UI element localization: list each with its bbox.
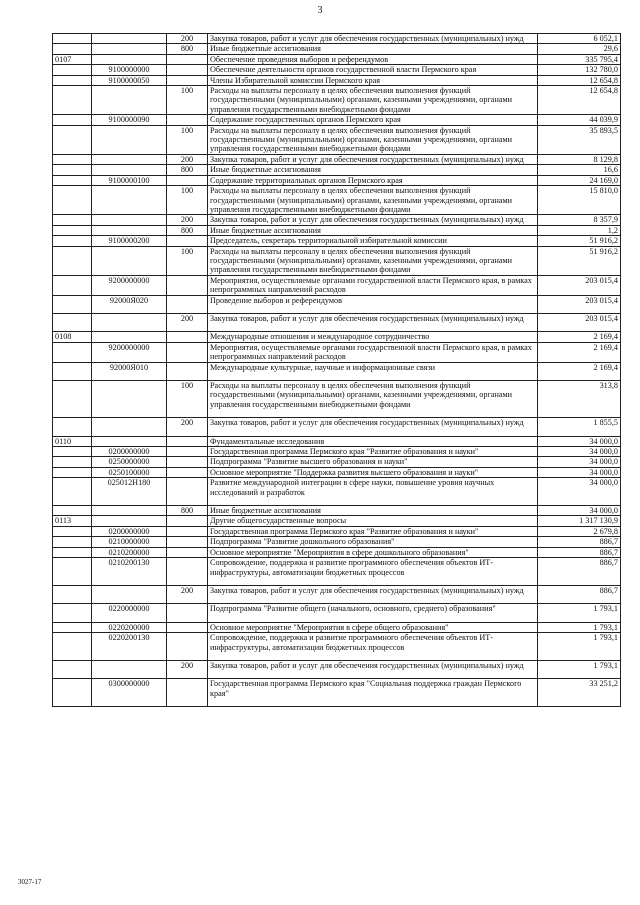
- table-row: [53, 558, 621, 586]
- expense-type-cell: 800: [167, 225, 208, 235]
- section-code-cell: [53, 75, 92, 85]
- article-code-cell: 0210000000: [92, 537, 167, 547]
- table-row: [53, 86, 621, 115]
- item-name-cell: Закупка товаров, работ и услуг для обеспечения государственных (муниципальных) нужд: [208, 418, 538, 436]
- amount-cell: 1 317 130,9: [538, 516, 621, 526]
- expense-type-cell: 200: [167, 215, 208, 225]
- expense-type-cell: [167, 679, 208, 707]
- expense-type-cell: [167, 362, 208, 380]
- amount-cell: 886,7: [538, 558, 621, 586]
- section-code-cell: [53, 467, 92, 477]
- item-name-cell: Расходы на выплаты персоналу в целях обеспечения выполнения функций государственными (муниципальными) органами, казенными учреждениями, органами управления государственными внебюджетными фондами: [208, 186, 538, 215]
- expense-type-cell: 800: [167, 44, 208, 54]
- article-code-cell: [92, 125, 167, 154]
- article-code-cell: 9100000000: [92, 65, 167, 75]
- table-row: [53, 362, 621, 380]
- table-row: [53, 186, 621, 215]
- amount-cell: 15 810,0: [538, 186, 621, 215]
- article-code-cell: [92, 34, 167, 44]
- table-row: [53, 467, 621, 477]
- section-code-cell: [53, 275, 92, 295]
- expense-type-cell: [167, 236, 208, 246]
- item-name-cell: Члены Избирательной комиссии Пермского края: [208, 75, 538, 85]
- table-row: [53, 75, 621, 85]
- expense-type-cell: [167, 478, 208, 506]
- item-name-cell: Расходы на выплаты персоналу в целях обеспечения выполнения функций государственными (муниципальными) органами, казенными учреждениями, органами управления государственными внебюджетными фондами: [208, 381, 538, 418]
- article-code-cell: [92, 44, 167, 54]
- expense-type-cell: [167, 604, 208, 622]
- section-code-cell: [53, 537, 92, 547]
- article-code-cell: [92, 313, 167, 331]
- expense-type-cell: 200: [167, 313, 208, 331]
- item-name-cell: Обеспечение проведения выборов и референдумов: [208, 54, 538, 64]
- article-code-cell: 0220200000: [92, 622, 167, 632]
- article-code-cell: 9100000050: [92, 75, 167, 85]
- table-row: [53, 125, 621, 154]
- expense-type-cell: [167, 436, 208, 446]
- table-row: [53, 342, 621, 362]
- table-row: [53, 115, 621, 125]
- expense-type-cell: [167, 558, 208, 586]
- section-code-cell: [53, 604, 92, 622]
- footer-code: 3027-17: [18, 878, 42, 886]
- item-name-cell: Закупка товаров, работ и услуг для обеспечения государственных (муниципальных) нужд: [208, 154, 538, 164]
- expense-type-cell: 100: [167, 186, 208, 215]
- table-row: [53, 54, 621, 64]
- section-code-cell: 0108: [53, 332, 92, 342]
- section-code-cell: [53, 447, 92, 457]
- section-code-cell: [53, 506, 92, 516]
- section-code-cell: 0113: [53, 516, 92, 526]
- article-code-cell: [92, 436, 167, 446]
- amount-cell: 203 015,4: [538, 313, 621, 331]
- expense-type-cell: 200: [167, 660, 208, 678]
- table-row: [53, 154, 621, 164]
- item-name-cell: Сопровождение, поддержка и развитие программного обеспечения объектов ИТ-инфраструктуры, автоматизации бюджетных процессов: [208, 558, 538, 586]
- table-row: [53, 246, 621, 275]
- amount-cell: 313,8: [538, 381, 621, 418]
- amount-cell: 2 169,4: [538, 332, 621, 342]
- section-code-cell: [53, 44, 92, 54]
- expense-type-cell: [167, 547, 208, 557]
- section-code-cell: [53, 175, 92, 185]
- item-name-cell: Закупка товаров, работ и услуг для обеспечения государственных (муниципальных) нужд: [208, 585, 538, 603]
- budget-table-body: [53, 34, 621, 707]
- item-name-cell: Расходы на выплаты персоналу в целях обеспечения выполнения функций государственными (муниципальными) органами, казенными учреждениями, органами управления государственными внебюджетными фондами: [208, 125, 538, 154]
- item-name-cell: Иные бюджетные ассигнования: [208, 225, 538, 235]
- article-code-cell: 0200000000: [92, 447, 167, 457]
- item-name-cell: Закупка товаров, работ и услуг для обеспечения государственных (муниципальных) нужд: [208, 313, 538, 331]
- expense-type-cell: 100: [167, 246, 208, 275]
- amount-cell: 1 855,5: [538, 418, 621, 436]
- article-code-cell: 0220000000: [92, 604, 167, 622]
- expense-type-cell: [167, 526, 208, 536]
- table-row: [53, 679, 621, 707]
- expense-type-cell: [167, 516, 208, 526]
- section-code-cell: [53, 457, 92, 467]
- article-code-cell: [92, 418, 167, 436]
- table-row: [53, 506, 621, 516]
- item-name-cell: Другие общегосударственные вопросы: [208, 516, 538, 526]
- item-name-cell: Закупка товаров, работ и услуг для обеспечения государственных (муниципальных) нужд: [208, 660, 538, 678]
- amount-cell: 886,7: [538, 547, 621, 557]
- item-name-cell: Обеспечение деятельности органов государственной власти Пермского края: [208, 65, 538, 75]
- item-name-cell: Содержание территориальных органов Пермского края: [208, 175, 538, 185]
- item-name-cell: Международные отношения и международное сотрудничество: [208, 332, 538, 342]
- item-name-cell: Закупка товаров, работ и услуг для обеспечения государственных (муниципальных) нужд: [208, 215, 538, 225]
- item-name-cell: Председатель, секретарь территориальной избирательной комиссии: [208, 236, 538, 246]
- table-row: [53, 381, 621, 418]
- item-name-cell: Подпрограмма "Развитие дошкольного образования": [208, 537, 538, 547]
- article-code-cell: [92, 225, 167, 235]
- article-code-cell: 0300000000: [92, 679, 167, 707]
- item-name-cell: Мероприятия, осуществляемые органами государственной власти Пермского края, в рамках непрограммных направлений расходов: [208, 342, 538, 362]
- amount-cell: 34 000,0: [538, 447, 621, 457]
- table-row: [53, 436, 621, 446]
- amount-cell: 16,6: [538, 165, 621, 175]
- amount-cell: 2 679,8: [538, 526, 621, 536]
- table-row: [53, 660, 621, 678]
- article-code-cell: 9200000000: [92, 275, 167, 295]
- article-code-cell: [92, 165, 167, 175]
- section-code-cell: [53, 246, 92, 275]
- amount-cell: 2 169,4: [538, 362, 621, 380]
- item-name-cell: Основное мероприятие "Мероприятия в сфере общего образования": [208, 622, 538, 632]
- table-row: [53, 457, 621, 467]
- expense-type-cell: [167, 342, 208, 362]
- table-row: [53, 526, 621, 536]
- expense-type-cell: [167, 622, 208, 632]
- item-name-cell: Международные культурные, научные и информационные связи: [208, 362, 538, 380]
- article-code-cell: [92, 246, 167, 275]
- section-code-cell: [53, 154, 92, 164]
- amount-cell: 29,6: [538, 44, 621, 54]
- item-name-cell: Проведение выборов и референдумов: [208, 295, 538, 313]
- amount-cell: 886,7: [538, 537, 621, 547]
- amount-cell: 203 015,4: [538, 295, 621, 313]
- article-code-cell: [92, 86, 167, 115]
- amount-cell: 51 916,2: [538, 236, 621, 246]
- section-code-cell: [53, 381, 92, 418]
- section-code-cell: [53, 633, 92, 661]
- section-code-cell: [53, 186, 92, 215]
- amount-cell: 886,7: [538, 585, 621, 603]
- expense-type-cell: [167, 537, 208, 547]
- amount-cell: 34 000,0: [538, 506, 621, 516]
- article-code-cell: 9100000090: [92, 115, 167, 125]
- article-code-cell: [92, 381, 167, 418]
- item-name-cell: Государственная программа Пермского края "Развитие образования и науки": [208, 447, 538, 457]
- amount-cell: 34 000,0: [538, 436, 621, 446]
- article-code-cell: 0210200130: [92, 558, 167, 586]
- expense-type-cell: [167, 467, 208, 477]
- amount-cell: 44 039,9: [538, 115, 621, 125]
- table-row: [53, 175, 621, 185]
- table-row: [53, 295, 621, 313]
- table-row: [53, 537, 621, 547]
- expense-type-cell: 100: [167, 125, 208, 154]
- expense-type-cell: [167, 75, 208, 85]
- article-code-cell: 9100000200: [92, 236, 167, 246]
- amount-cell: 132 780,0: [538, 65, 621, 75]
- item-name-cell: Основное мероприятие "Поддержка развития высшего образования и науки": [208, 467, 538, 477]
- section-code-cell: [53, 34, 92, 44]
- table-row: [53, 418, 621, 436]
- item-name-cell: Подпрограмма "Развитие высшего образования и науки": [208, 457, 538, 467]
- item-name-cell: Подпрограмма "Развитие общего (начального, основного, среднего) образования": [208, 604, 538, 622]
- article-code-cell: 0210200000: [92, 547, 167, 557]
- item-name-cell: Расходы на выплаты персоналу в целях обеспечения выполнения функций государственными (муниципальными) органами, казенными учреждениями, органами управления государственными внебюджетными фондами: [208, 86, 538, 115]
- expense-type-cell: 800: [167, 165, 208, 175]
- section-code-cell: [53, 165, 92, 175]
- article-code-cell: [92, 54, 167, 64]
- article-code-cell: 92000Я010: [92, 362, 167, 380]
- expense-type-cell: [167, 332, 208, 342]
- item-name-cell: Развитие международной интеграции в сфере науки, повышение уровня научных исследований и разработок: [208, 478, 538, 506]
- table-row: [53, 516, 621, 526]
- item-name-cell: Иные бюджетные ассигнования: [208, 506, 538, 516]
- table-row: [53, 622, 621, 632]
- section-code-cell: [53, 86, 92, 115]
- section-code-cell: [53, 313, 92, 331]
- expense-type-cell: 800: [167, 506, 208, 516]
- expense-type-cell: 100: [167, 86, 208, 115]
- article-code-cell: 0250100000: [92, 467, 167, 477]
- expense-type-cell: [167, 54, 208, 64]
- table-row: [53, 604, 621, 622]
- article-code-cell: 9200000000: [92, 342, 167, 362]
- article-code-cell: 0250000000: [92, 457, 167, 467]
- expense-type-cell: [167, 65, 208, 75]
- amount-cell: 34 000,0: [538, 467, 621, 477]
- section-code-cell: [53, 526, 92, 536]
- item-name-cell: Расходы на выплаты персоналу в целях обеспечения выполнения функций государственными (муниципальными) органами, казенными учреждениями, органами управления государственными внебюджетными фондами: [208, 246, 538, 275]
- amount-cell: 8 357,9: [538, 215, 621, 225]
- section-code-cell: [53, 362, 92, 380]
- amount-cell: 24 169,0: [538, 175, 621, 185]
- section-code-cell: [53, 418, 92, 436]
- amount-cell: 34 000,0: [538, 457, 621, 467]
- amount-cell: 12 654,8: [538, 75, 621, 85]
- article-code-cell: [92, 585, 167, 603]
- section-code-cell: [53, 547, 92, 557]
- section-code-cell: [53, 115, 92, 125]
- expense-type-cell: 100: [167, 381, 208, 418]
- expense-type-cell: [167, 175, 208, 185]
- section-code-cell: [53, 236, 92, 246]
- amount-cell: 1 793,1: [538, 660, 621, 678]
- article-code-cell: [92, 332, 167, 342]
- expense-type-cell: 200: [167, 34, 208, 44]
- article-code-cell: 92000Я020: [92, 295, 167, 313]
- section-code-cell: [53, 342, 92, 362]
- article-code-cell: [92, 215, 167, 225]
- expense-type-cell: 200: [167, 585, 208, 603]
- article-code-cell: 9100000100: [92, 175, 167, 185]
- item-name-cell: Основное мероприятие "Мероприятия в сфере дошкольного образования": [208, 547, 538, 557]
- table-row: [53, 215, 621, 225]
- table-row: [53, 275, 621, 295]
- amount-cell: 51 916,2: [538, 246, 621, 275]
- item-name-cell: Содержание государственных органов Пермского края: [208, 115, 538, 125]
- section-code-cell: [53, 660, 92, 678]
- amount-cell: 1,2: [538, 225, 621, 235]
- table-row: [53, 65, 621, 75]
- table-row: [53, 236, 621, 246]
- table-row: [53, 34, 621, 44]
- expense-type-cell: [167, 633, 208, 661]
- table-row: [53, 225, 621, 235]
- item-name-cell: Сопровождение, поддержка и развитие программного обеспечения объектов ИТ-инфраструктуры, автоматизации бюджетных процессов: [208, 633, 538, 661]
- table-row: [53, 478, 621, 506]
- expense-type-cell: [167, 295, 208, 313]
- section-code-cell: [53, 679, 92, 707]
- section-code-cell: [53, 295, 92, 313]
- section-code-cell: [53, 65, 92, 75]
- article-code-cell: 025012Н180: [92, 478, 167, 506]
- table-row: [53, 313, 621, 331]
- amount-cell: 35 893,5: [538, 125, 621, 154]
- article-code-cell: [92, 516, 167, 526]
- amount-cell: 12 654,8: [538, 86, 621, 115]
- page-number: 3: [317, 5, 323, 16]
- item-name-cell: Закупка товаров, работ и услуг для обеспечения государственных (муниципальных) нужд: [208, 34, 538, 44]
- table-row: [53, 547, 621, 557]
- section-code-cell: 0110: [53, 436, 92, 446]
- table-row: [53, 332, 621, 342]
- amount-cell: 2 169,4: [538, 342, 621, 362]
- amount-cell: 6 052,1: [538, 34, 621, 44]
- table-row: [53, 44, 621, 54]
- table-row: [53, 633, 621, 661]
- table-row: [53, 585, 621, 603]
- amount-cell: 34 000,0: [538, 478, 621, 506]
- section-code-cell: 0107: [53, 54, 92, 64]
- item-name-cell: Иные бюджетные ассигнования: [208, 44, 538, 54]
- article-code-cell: 0200000000: [92, 526, 167, 536]
- section-code-cell: [53, 225, 92, 235]
- section-code-cell: [53, 125, 92, 154]
- budget-table: [52, 33, 621, 707]
- amount-cell: 1 793,1: [538, 604, 621, 622]
- amount-cell: 1 793,1: [538, 633, 621, 661]
- article-code-cell: [92, 660, 167, 678]
- item-name-cell: Фундаментальные исследования: [208, 436, 538, 446]
- section-code-cell: [53, 215, 92, 225]
- expense-type-cell: [167, 447, 208, 457]
- amount-cell: 335 795,4: [538, 54, 621, 64]
- expense-type-cell: 200: [167, 418, 208, 436]
- section-code-cell: [53, 622, 92, 632]
- table-row: [53, 165, 621, 175]
- amount-cell: 1 793,1: [538, 622, 621, 632]
- amount-cell: 203 015,4: [538, 275, 621, 295]
- expense-type-cell: [167, 275, 208, 295]
- section-code-cell: [53, 558, 92, 586]
- item-name-cell: Государственная программа Пермского края "Развитие образования и науки": [208, 526, 538, 536]
- table-row: [53, 447, 621, 457]
- expense-type-cell: [167, 115, 208, 125]
- item-name-cell: Государственная программа Пермского края "Социальная поддержка граждан Пермского края": [208, 679, 538, 707]
- section-code-cell: [53, 478, 92, 506]
- item-name-cell: Иные бюджетные ассигнования: [208, 165, 538, 175]
- amount-cell: 8 129,8: [538, 154, 621, 164]
- article-code-cell: [92, 506, 167, 516]
- section-code-cell: [53, 585, 92, 603]
- article-code-cell: [92, 186, 167, 215]
- expense-type-cell: [167, 457, 208, 467]
- item-name-cell: Мероприятия, осуществляемые органами государственной власти Пермского края, в рамках непрограммных направлений расходов: [208, 275, 538, 295]
- article-code-cell: [92, 154, 167, 164]
- expense-type-cell: 200: [167, 154, 208, 164]
- article-code-cell: 0220200130: [92, 633, 167, 661]
- amount-cell: 33 251,2: [538, 679, 621, 707]
